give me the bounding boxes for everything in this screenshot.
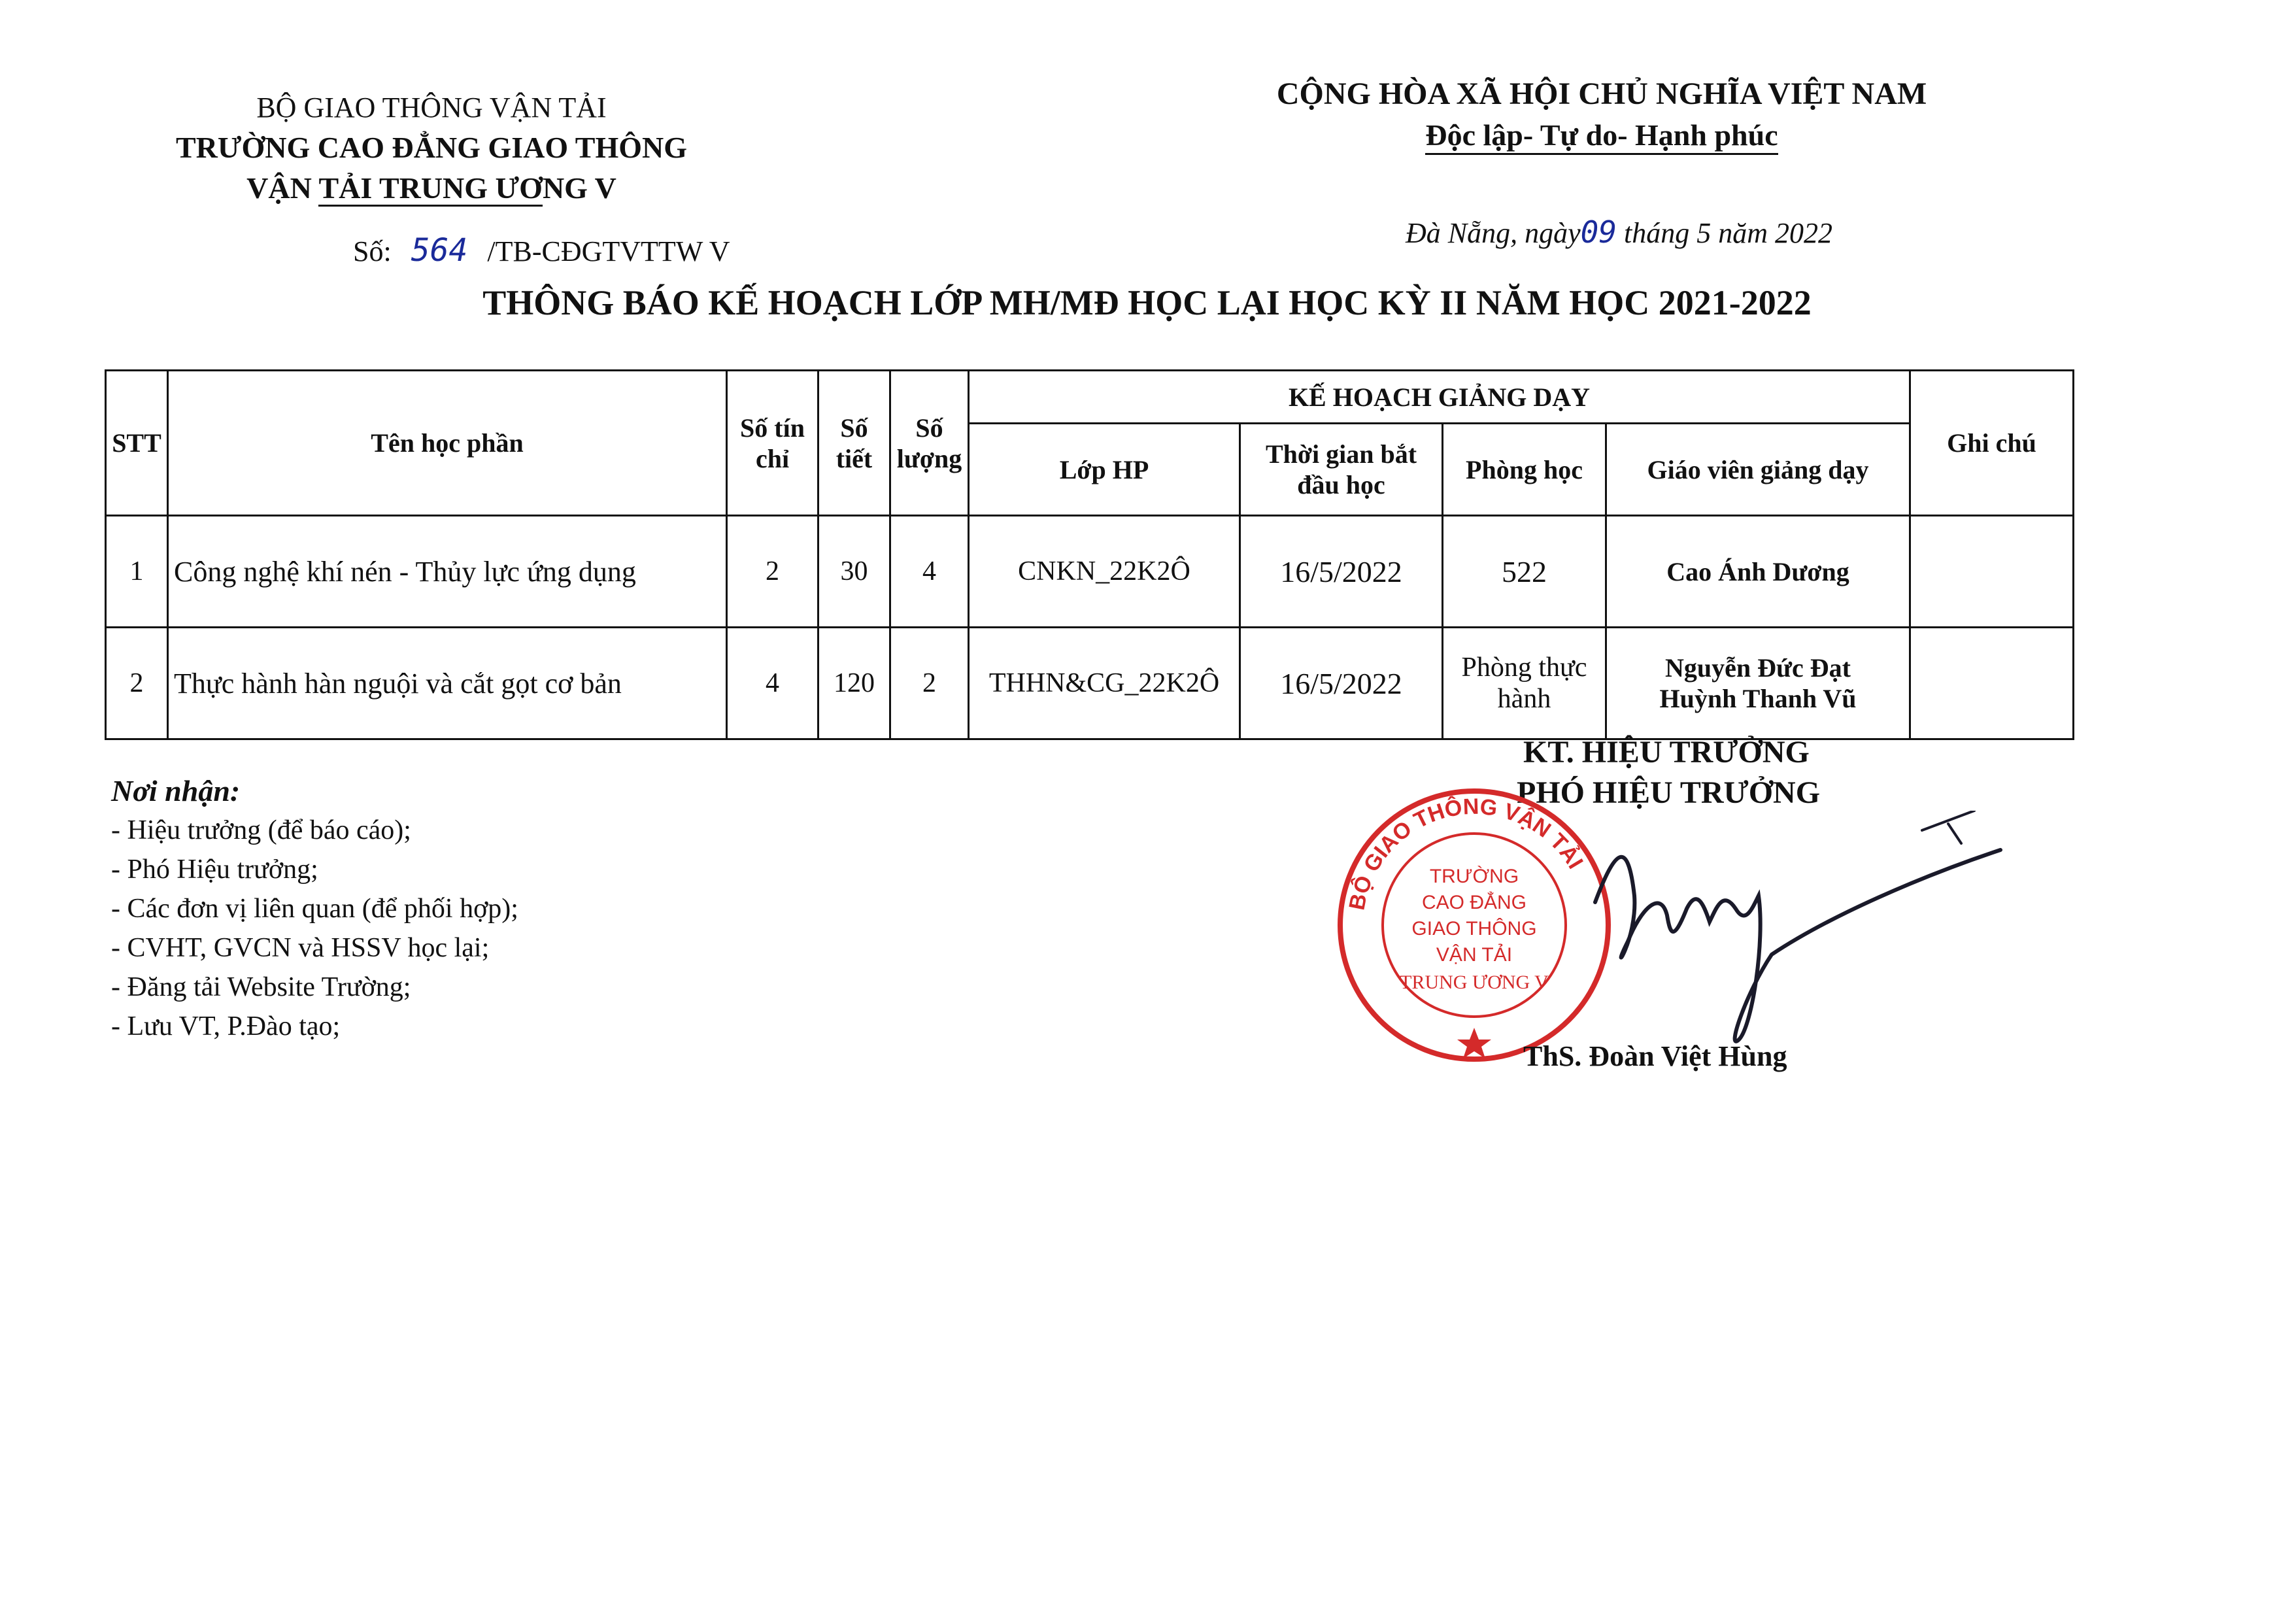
teacher-name-2: Huỳnh Thanh Vũ [1659, 684, 1857, 713]
signature-title-1: KT. HIỆU TRƯỞNG [1523, 735, 1810, 770]
teacher-name: Cao Ánh Dương [1666, 556, 1849, 586]
seal-ring-text: BỘ GIAO THÔNG VẬN TẢI [1344, 794, 1588, 913]
seal-inner-4: VẬN TẢI [1436, 944, 1513, 966]
list-item: - Lưu VT, P.Đào tạo; [111, 1011, 341, 1041]
list-item: - Phó Hiệu trưởng; [111, 854, 318, 885]
seal-inner-3: GIAO THÔNG [1411, 918, 1537, 939]
school-name-line1: TRƯỜNG CAO ĐẲNG GIAO THÔNG [175, 131, 688, 164]
seal-inner-1: TRƯỜNG [1429, 866, 1519, 887]
cell-room: 522 [1443, 516, 1606, 628]
header-quantity: Số lượng [890, 371, 969, 516]
list-item: - Các đơn vị liên quan (để phối hợp); [111, 894, 518, 924]
recipients-block [111, 771, 518, 1046]
header-periods: Số tiết [818, 371, 890, 516]
cell-periods: 120 [818, 628, 890, 739]
number-suffix: /TB-CĐGTVTTW V [487, 235, 730, 267]
school-name-part-end: NG V [542, 171, 616, 205]
seal-star-icon [1457, 1028, 1491, 1058]
header-room: Phòng học [1443, 424, 1606, 516]
cell-subject: Thực hành hàn nguội và cắt gọt cơ bản [168, 628, 727, 739]
header-credits: Số tín chỉ [727, 371, 818, 516]
date-day: 09 [1580, 214, 1617, 250]
cell-start: 16/5/2022 [1240, 628, 1443, 739]
document-number [353, 232, 730, 269]
date-line [1406, 214, 1832, 250]
school-name-underlined: TẢI TRUNG ƯƠ [318, 171, 542, 207]
seal-inner-5: TRUNG ƯƠNG V [1400, 972, 1549, 993]
cell-periods: 30 [818, 516, 890, 628]
school-name-part: VẬN [246, 171, 319, 205]
teacher-name: Nguyễn Đức Đạt [1665, 653, 1851, 683]
cell-start: 16/5/2022 [1240, 516, 1443, 628]
header-plan-group: KẾ HOẠCH GIẢNG DẠY [969, 371, 1910, 424]
cell-class: CNKN_22K2Ô [969, 516, 1240, 628]
motto-text: Độc lập- Tự do- Hạnh phúc [1425, 118, 1778, 155]
issuer-block [170, 88, 693, 209]
national-motto [1111, 115, 2092, 156]
list-item: - Hiệu trưởng (để báo cáo); [111, 815, 411, 845]
table-row [106, 516, 2074, 628]
cell-room: Phòng thực hành [1443, 628, 1606, 739]
signature-title-2: PHÓ HIỆU TRƯỞNG [1517, 775, 1821, 810]
signer-name: ThS. Đoàn Việt Hùng [1523, 1040, 1787, 1072]
header-teacher: Giáo viên giảng dạy [1606, 424, 1910, 516]
cell-credits: 4 [727, 628, 818, 739]
cell-quantity: 4 [890, 516, 969, 628]
document-title: THÔNG BÁO KẾ HOẠCH LỚP MH/MĐ HỌC LẠI HỌC KỲ II NĂM HỌC 2021-2022 [482, 283, 1812, 322]
cell-teacher [1606, 628, 1910, 739]
school-name-line2 [170, 168, 693, 209]
country-name: CỘNG HÒA XÃ HỘI CHỦ NGHĨA VIỆT NAM [1276, 76, 1927, 111]
teaching-plan-table [105, 369, 2074, 740]
number-value: 564 [411, 232, 468, 269]
header-subject: Tên học phần [168, 371, 727, 516]
cell-stt: 2 [106, 628, 168, 739]
cell-credits: 2 [727, 516, 818, 628]
cell-teacher [1606, 516, 1910, 628]
table-row [106, 628, 2074, 739]
ministry-name: BỘ GIAO THÔNG VẬN TẢI [256, 92, 607, 124]
list-item: - CVHT, GVCN và HSSV học lại; [111, 933, 490, 963]
date-place: Đà Nẵng, ngày [1406, 217, 1581, 249]
cell-quantity: 2 [890, 628, 969, 739]
header-class: Lớp HP [969, 424, 1240, 516]
handwritten-signature [1556, 811, 2014, 1059]
header-start: Thời gian bắt đầu học [1240, 424, 1443, 516]
date-rest: tháng 5 năm 2022 [1624, 217, 1833, 249]
cell-stt: 1 [106, 516, 168, 628]
national-header [1111, 73, 2092, 156]
cell-subject: Công nghệ khí nén - Thủy lực ứng dụng [168, 516, 727, 628]
cell-class: THHN&CG_22K2Ô [969, 628, 1240, 739]
header-stt: STT [106, 371, 168, 516]
header-note: Ghi chú [1910, 371, 2074, 516]
list-item: - Đăng tải Website Trường; [111, 972, 411, 1002]
seal-inner-2: CAO ĐẲNG [1421, 892, 1527, 913]
recipients-heading: Nơi nhận: [111, 774, 241, 807]
cell-note [1910, 628, 2074, 739]
number-label: Số: [353, 235, 392, 267]
cell-note [1910, 516, 2074, 628]
